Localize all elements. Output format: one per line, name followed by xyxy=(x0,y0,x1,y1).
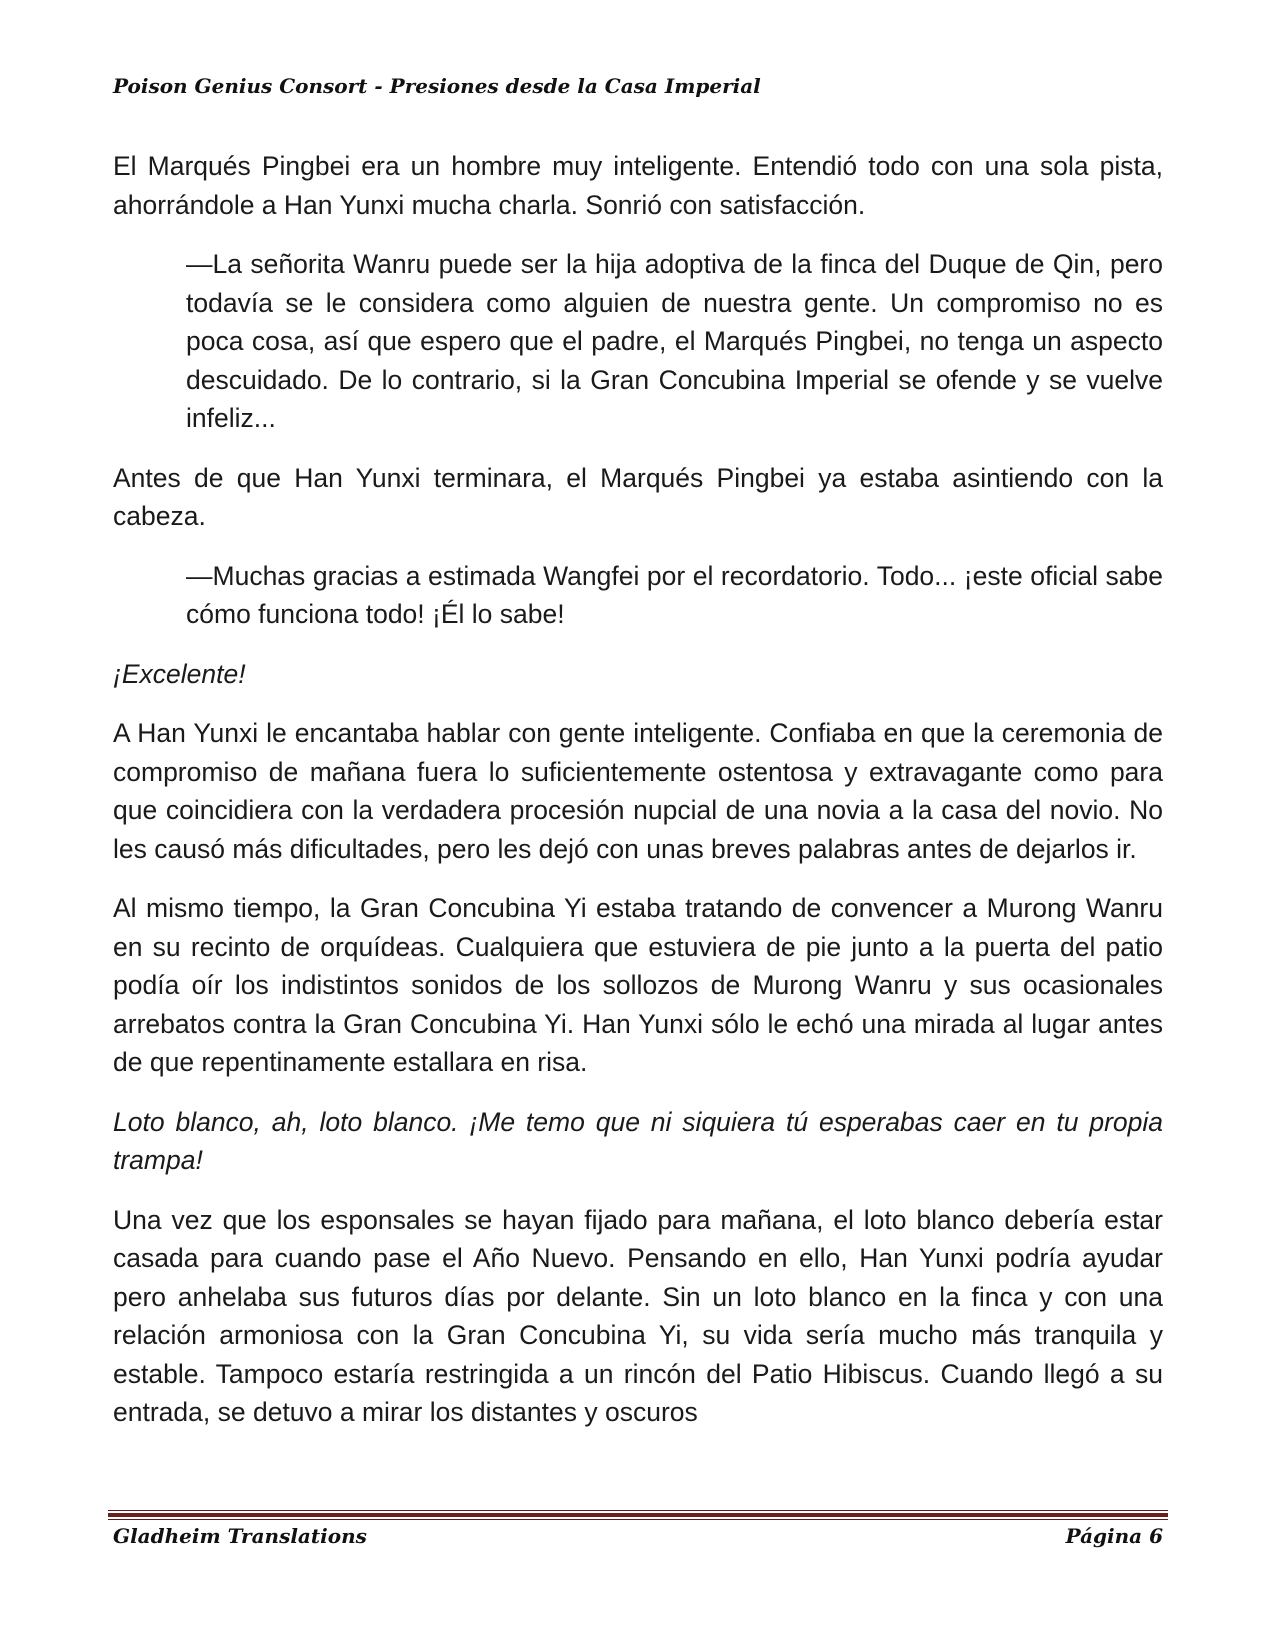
page-number: Página 6 xyxy=(1065,1524,1163,1548)
paragraph: Al mismo tiempo, la Gran Concubina Yi estaba tratando de convencer a Murong Wanru en su recinto de orquídeas. Cualquiera que estuviera de pie junto a la puerta del patio podía oír los indistintos sonidos de los sollozos de Murong Wanru y sus ocasionales arrebatos contra la Gran Concubina Yi. Han Yunxi sólo le echó una mirada al lugar antes de que repentinamente estallara en risa. xyxy=(113,893,1163,1077)
footer-divider xyxy=(108,1510,1168,1520)
dialogue-paragraph: —La señorita Wanru puede ser la hija adoptiva de la finca del Duque de Qin, pero todavía se le considera como alguien de nuestra gente. Un compromiso no es poca cosa, así que espero que el padre, el Marqués Pingbei, no tenga un aspecto descuidado. De lo contrario, si la Gran Concubina Imperial se ofende y se vuelve infeliz... xyxy=(186,249,1163,433)
paragraph: El Marqués Pingbei era un hombre muy inteligente. Entendió todo con una sola pista, ahorrándole a Han Yunxi mucha charla. Sonrió con satisfacción. xyxy=(113,151,1163,220)
paragraph: Antes de que Han Yunxi terminara, el Marqués Pingbei ya estaba asintiendo con la cabeza. xyxy=(113,462,1163,531)
footer-publisher: Gladheim Translations xyxy=(113,1524,367,1548)
paragraph: A Han Yunxi le encantaba hablar con gente inteligente. Confiaba en que la ceremonia de compromiso de mañana fuera lo suficientemente ostentosa y extravagante como para que coincidiera con la verdadera procesión nupcial de una novia a la casa del novio. No les causó más dificultades, pero les dejó con unas breves palabras antes de dejarlos ir. xyxy=(113,718,1163,864)
inner-thought: Loto blanco, ah, loto blanco. ¡Me temo que ni siquiera tú esperabas caer en tu propia trampa! xyxy=(113,1106,1163,1175)
inner-thought: ¡Excelente! xyxy=(113,658,246,689)
body-text xyxy=(113,147,1163,1453)
dialogue-paragraph: —Muchas gracias a estimada Wangfei por el recordatorio. Todo... ¡este oficial sabe cómo funciona todo! ¡Él lo sabe! xyxy=(186,560,1163,629)
running-header: Poison Genius Consort - Presiones desde la Casa Imperial xyxy=(113,74,761,98)
paragraph: Una vez que los esponsales se hayan fijado para mañana, el loto blanco debería estar casada para cuando pase el Año Nuevo. Pensando en ello, Han Yunxi podría ayudar pero anhelaba sus futuros días por delante. Sin un loto blanco en la finca y con una relación armoniosa con la Gran Concubina Yi, su vida sería mucho más tranquila y estable. Tampoco estaría restringida a un rincón del Patio Hibiscus. Cuando llegó a su entrada, se detuvo a mirar los distantes y oscuros xyxy=(113,1204,1163,1427)
